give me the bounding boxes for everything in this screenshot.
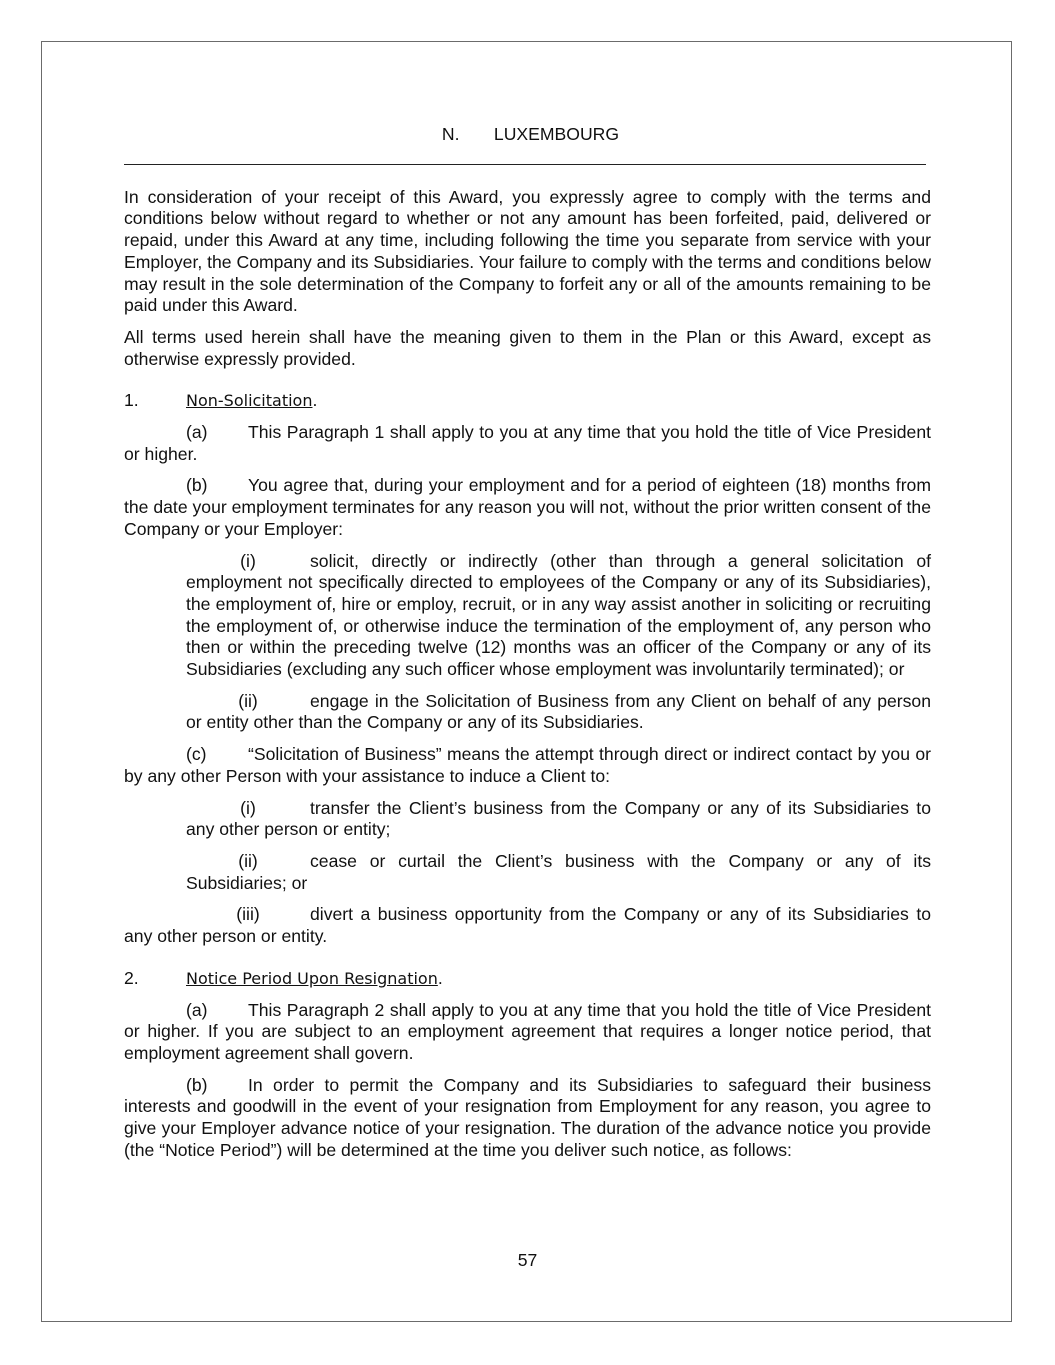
section-1-b-ii-text: engage in the Solicitation of Business from any Client on behalf of any person or entity other than the Company or any of its Subsidiaries. — [186, 690, 931, 733]
section-2-heading: 2. Notice Period Upon Resignation. — [124, 967, 443, 988]
section-1-b-ii — [186, 691, 931, 734]
section-1-b-i-text: solicit, directly or indirectly (other than through a general solicitation of employment not specifically directed to employees of the Company or any of its Subsidiaries), the employment of, hire or employ, recruit, or in any way assist another in soliciting or recruiting the employment of, or otherwise induce the termination of the employment of, any person who then or within the preceding twelve (12) months was an officer of the Company or any of its Subsidiaries (excluding any such officer whose employment was involuntarily terminated); or — [186, 550, 931, 680]
section-1-b-label: (b) — [186, 475, 208, 496]
heading-title: LUXEMBOURG — [493, 124, 620, 144]
heading-rule — [124, 164, 926, 165]
section-1-heading: 1. Non-Solicitation. — [124, 390, 318, 411]
section-2-title: Notice Period Upon Resignation — [186, 968, 438, 988]
section-1-b — [124, 475, 931, 540]
section-1-number: 1. — [124, 390, 139, 411]
section-1-b-text: You agree that, during your employment and for a period of eighteen (18) months from the date your employment terminates for any reason you will not, without the prior written consent of the Company or your Employer: — [124, 475, 931, 539]
page-number: 57 — [517, 1250, 538, 1270]
section-1-title: Non-Solicitation — [186, 391, 313, 411]
section-1-c-iii — [124, 904, 931, 947]
section-1-c-label: (c) — [186, 744, 207, 765]
section-2-a — [124, 1000, 931, 1065]
section-1-c-i-text: transfer the Client’s business from the Company or any of its Subsidiaries to any other person or entity; — [186, 797, 931, 840]
section-2-b — [124, 1075, 931, 1162]
section-1-b-i-label: (i) — [240, 550, 256, 571]
section-2-a-label: (a) — [186, 999, 208, 1020]
section-2-b-label: (b) — [186, 1074, 208, 1095]
section-1-c-i — [186, 798, 931, 841]
section-1-a-text: This Paragraph 1 shall apply to you at any time that you hold the title of Vice President or higher. — [124, 422, 931, 464]
section-1-b-ii-label: (ii) — [238, 690, 258, 711]
section-1-b-i — [186, 551, 931, 681]
section-1-c-ii — [186, 851, 931, 894]
section-2-a-text: This Paragraph 2 shall apply to you at any time that you hold the title of Vice President or higher. If you are subject to an employment agreement that requires a longer notice period, that employment agreement shall govern. — [124, 999, 931, 1063]
section-1-c-iii-label: (iii) — [236, 904, 260, 925]
section-1-c — [124, 744, 931, 787]
heading-number: N. — [441, 124, 460, 144]
section-2-b-text: In order to permit the Company and its Subsidiaries to safeguard their business interests and goodwill in the event of your resignation from Employment for any reason, you agree to give your Employer advance notice of your resignation. The duration of the advance notice you provide (the “Notice Period”) will be determined at the time you deliver such notice, as follows: — [124, 1074, 931, 1160]
section-heading — [124, 124, 931, 146]
section-1-c-ii-label: (ii) — [238, 850, 258, 871]
document-body — [124, 124, 931, 1161]
section-2-number: 2. — [124, 967, 139, 988]
intro-paragraph: In consideration of your receipt of this Award, you expressly agree to comply with the terms and conditions below without regard to whether or not any amount has been forfeited, paid, delivered or repaid, under this Award at any time, including following the time you separate from service with your Employer, the Company and its Subsidiaries. Your failure to comply with the terms and conditions below may result in the sole determination of the Company to forfeit any or all of the amounts remaining to be paid under this Award. — [124, 186, 931, 316]
definitions-paragraph: All terms used herein shall have the meaning given to them in the Plan or this Award, except as otherwise expressly provided. — [124, 326, 931, 369]
section-1-c-i-label: (i) — [240, 797, 256, 818]
section-1-c-text: “Solicitation of Business” means the attempt through direct or indirect contact by you or by any other Person with your assistance to induce a Client to: — [124, 744, 931, 786]
section-1-c-iii-text: divert a business opportunity from the Company or any of its Subsidiaries to any other person or entity. — [124, 904, 931, 947]
section-1-a-label: (a) — [186, 422, 208, 443]
section-1-a — [124, 422, 931, 465]
section-1-c-ii-text: cease or curtail the Client’s business with the Company or any of its Subsidiaries; or — [186, 850, 931, 893]
